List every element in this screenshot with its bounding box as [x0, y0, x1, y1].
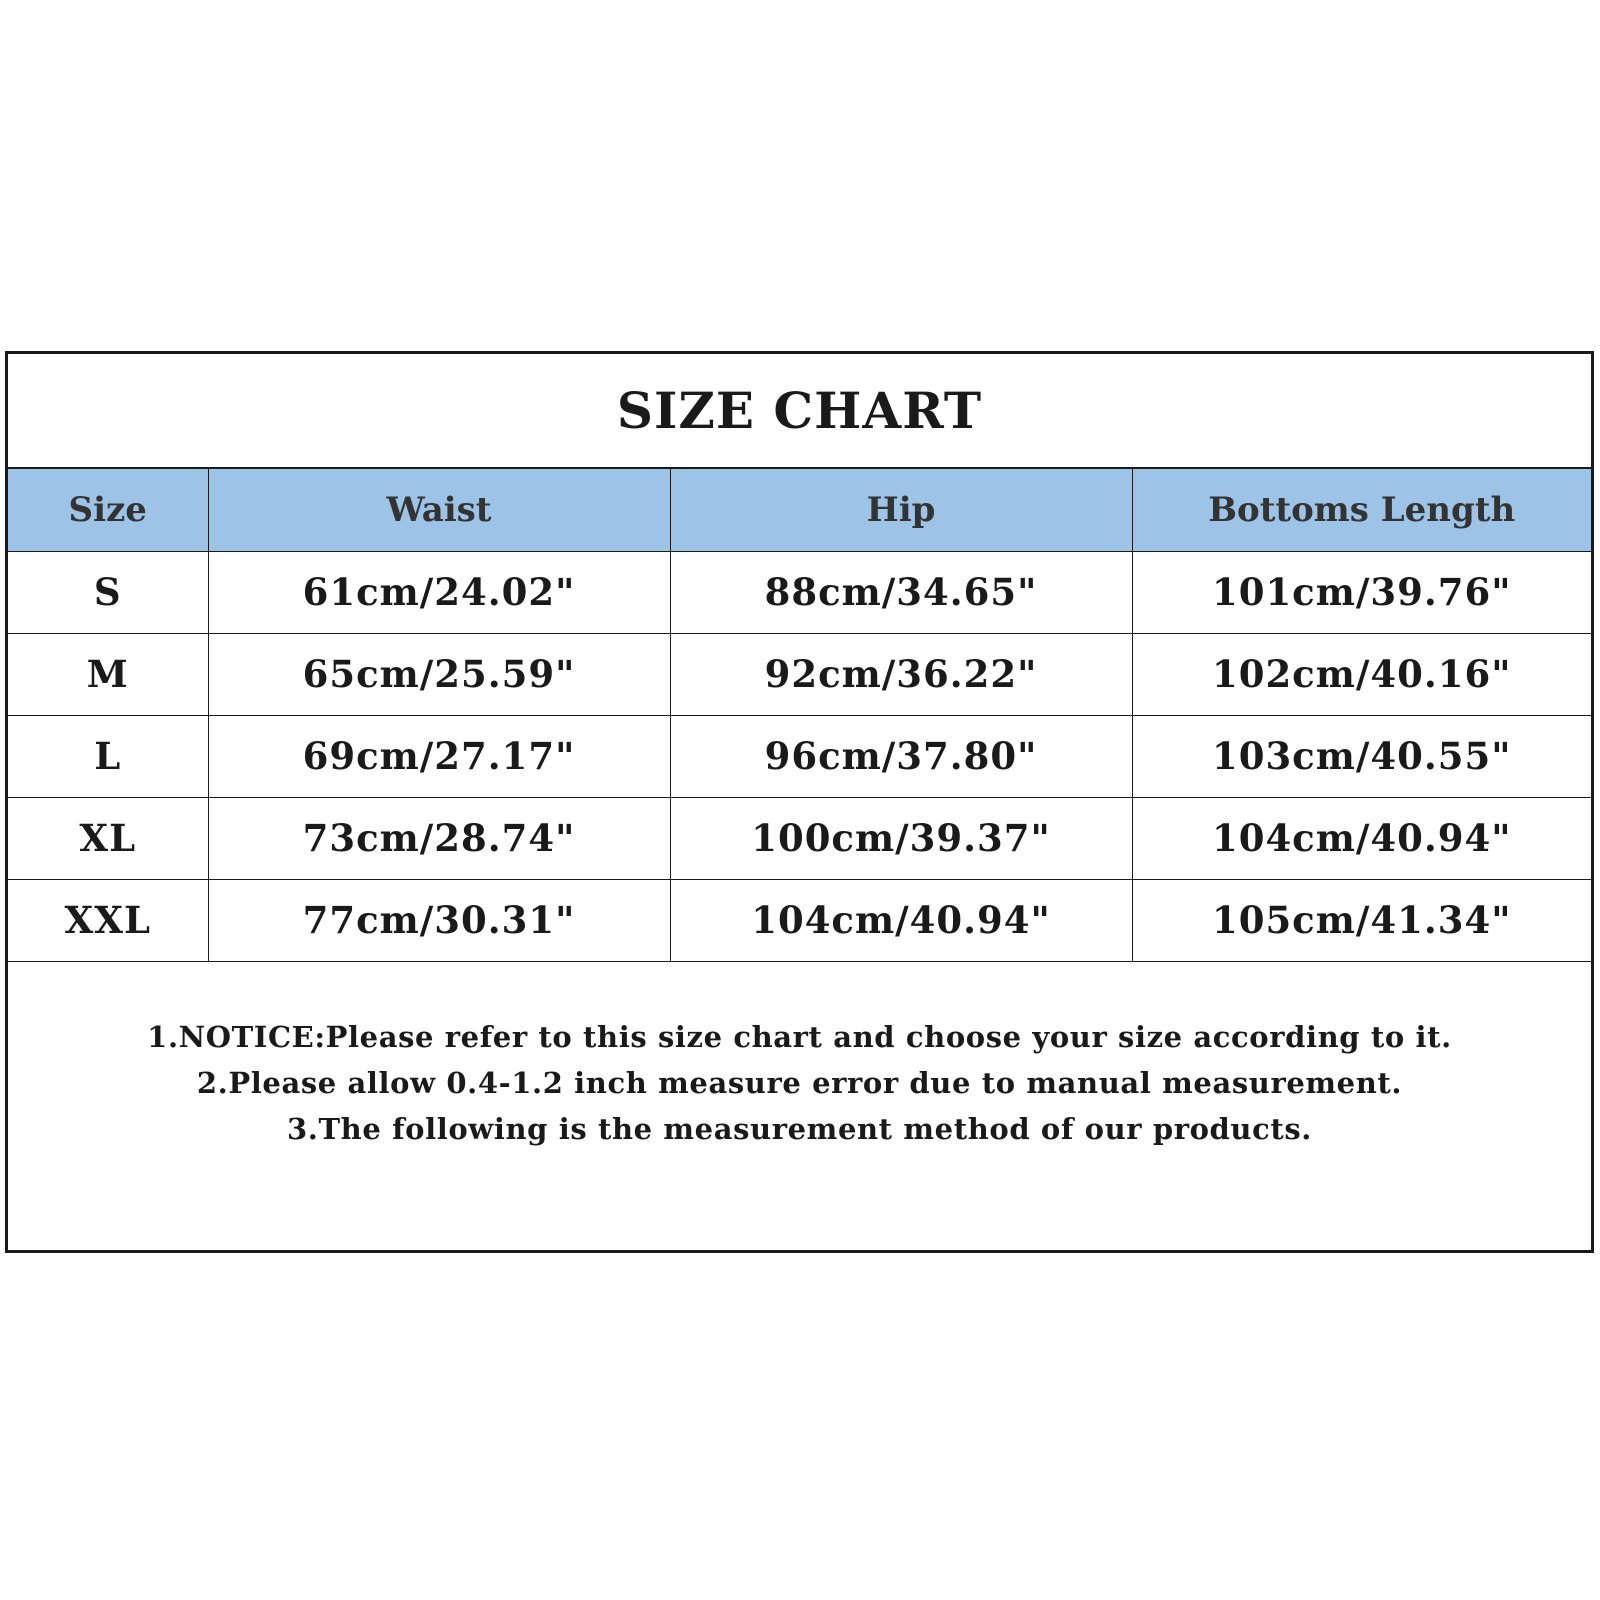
note-line: 2.Please allow 0.4-1.2 inch measure error due to manual measurement.	[196, 1066, 1403, 1100]
waist-cell: 69cm/27.17"	[208, 715, 670, 797]
bottoms-length-cell: 102cm/40.16"	[1132, 633, 1591, 715]
waist-cell: 73cm/28.74"	[208, 797, 670, 879]
hip-cell: 96cm/37.80"	[670, 715, 1132, 797]
waist-cell: 77cm/30.31"	[208, 879, 670, 961]
notes-block	[8, 1014, 1591, 1152]
waist-cell: 65cm/25.59"	[208, 633, 670, 715]
table-row	[8, 797, 1591, 879]
bottoms-length-cell: 103cm/40.55"	[1132, 715, 1591, 797]
table-row	[8, 715, 1591, 797]
column-header-waist: Waist	[208, 469, 670, 551]
table-row	[8, 633, 1591, 715]
size-chart-frame	[5, 351, 1594, 1253]
size-cell: XL	[8, 797, 208, 879]
size-cell: L	[8, 715, 208, 797]
note-line: 1.NOTICE:Please refer to this size chart and choose your size according to it.	[147, 1020, 1452, 1054]
note-line: 3.The following is the measurement method of our products.	[287, 1112, 1312, 1146]
column-header-hip: Hip	[670, 469, 1132, 551]
hip-cell: 100cm/39.37"	[670, 797, 1132, 879]
page-title: SIZE CHART	[8, 354, 1591, 469]
hip-cell: 104cm/40.94"	[670, 879, 1132, 961]
table-row	[8, 879, 1591, 961]
waist-cell: 61cm/24.02"	[208, 551, 670, 633]
bottoms-length-cell: 104cm/40.94"	[1132, 797, 1591, 879]
column-header-size: Size	[8, 469, 208, 551]
size-cell: M	[8, 633, 208, 715]
hip-cell: 88cm/34.65"	[670, 551, 1132, 633]
table-row	[8, 551, 1591, 633]
size-table	[8, 469, 1591, 962]
column-header-bottoms-length: Bottoms Length	[1132, 469, 1591, 551]
bottoms-length-cell: 101cm/39.76"	[1132, 551, 1591, 633]
size-cell: XXL	[8, 879, 208, 961]
hip-cell: 92cm/36.22"	[670, 633, 1132, 715]
bottoms-length-cell: 105cm/41.34"	[1132, 879, 1591, 961]
size-cell: S	[8, 551, 208, 633]
table-header-row	[8, 469, 1591, 551]
